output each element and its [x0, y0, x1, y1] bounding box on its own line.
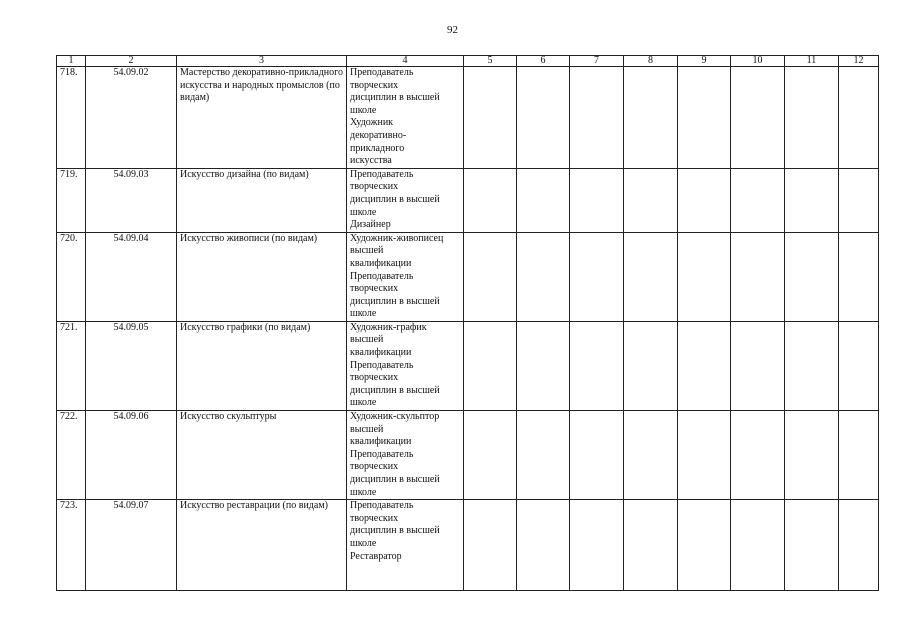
empty-cell-col-11	[785, 67, 839, 169]
specialty-name-cell: Искусство живописи (по видам)	[177, 232, 347, 321]
empty-cell-col-12	[839, 67, 879, 169]
table-row	[57, 232, 879, 321]
empty-cell-col-7	[570, 232, 624, 321]
empty-cell-col-11	[785, 500, 839, 591]
empty-cell-col-9	[678, 321, 731, 410]
qualification-line: школе	[350, 397, 377, 409]
qualification-line: творческих	[350, 512, 399, 524]
qualification-line: квалификации	[350, 257, 412, 269]
qualification-line: Художник-график	[350, 321, 427, 333]
empty-cell-col-9	[678, 500, 731, 591]
qualification-line: Преподаватель	[350, 359, 414, 371]
empty-cell-col-11	[785, 321, 839, 410]
empty-cell-col-6	[517, 411, 570, 500]
qualification-line: Преподаватель	[350, 270, 414, 282]
qualification-cell	[347, 168, 464, 232]
page-number: 92	[447, 24, 458, 36]
row-number-cell: 720.	[57, 232, 86, 321]
specialty-name-cell: Искусство дизайна (по видам)	[177, 168, 347, 232]
qualification-line: Преподаватель	[350, 500, 414, 512]
empty-cell-col-12	[839, 168, 879, 232]
qualification-line: школе	[350, 206, 377, 218]
empty-cell-col-9	[678, 411, 731, 500]
empty-cell-col-8	[624, 500, 678, 591]
table-row	[57, 321, 879, 410]
qualification-line: школе	[350, 486, 377, 498]
specialty-name-cell: Искусство реставрации (по видам)	[177, 500, 347, 591]
qualification-line: Художник-живописец	[350, 232, 444, 244]
empty-cell-col-11	[785, 232, 839, 321]
empty-cell-col-9	[678, 168, 731, 232]
specialty-code-cell: 54.09.05	[86, 321, 177, 410]
qualification-line: Преподаватель	[350, 168, 414, 180]
qualification-line: Преподаватель	[350, 448, 414, 460]
column-header: 11	[785, 56, 839, 67]
qualification-line: высшей	[350, 334, 384, 346]
empty-cell-col-5	[464, 321, 517, 410]
qualification-cell	[347, 232, 464, 321]
column-header: 4	[347, 56, 464, 67]
row-number-cell: 719.	[57, 168, 86, 232]
qualification-line: творческих	[350, 79, 399, 91]
empty-cell-col-12	[839, 321, 879, 410]
empty-cell-col-5	[464, 411, 517, 500]
qualification-line: Художник-скульптор	[350, 411, 440, 423]
empty-cell-col-10	[731, 168, 785, 232]
empty-cell-col-10	[731, 411, 785, 500]
empty-cell-col-6	[517, 168, 570, 232]
table-row	[57, 168, 879, 232]
specialty-code-cell: 54.09.07	[86, 500, 177, 591]
empty-cell-col-8	[624, 67, 678, 169]
qualification-line: прикладного	[350, 142, 405, 154]
qualification-line: дисциплин в высшей	[350, 474, 440, 485]
empty-cell-col-7	[570, 67, 624, 169]
empty-cell-col-10	[731, 321, 785, 410]
empty-cell-col-5	[464, 500, 517, 591]
empty-cell-col-5	[464, 168, 517, 232]
header-row	[57, 56, 879, 67]
empty-cell-col-11	[785, 168, 839, 232]
empty-cell-col-12	[839, 411, 879, 500]
column-header: 2	[86, 56, 177, 67]
empty-cell-col-6	[517, 67, 570, 169]
qualification-cell	[347, 411, 464, 500]
empty-cell-col-7	[570, 411, 624, 500]
table-row	[57, 411, 879, 500]
specialty-code-cell: 54.09.06	[86, 411, 177, 500]
empty-cell-col-7	[570, 168, 624, 232]
row-number-cell: 721.	[57, 321, 86, 410]
qualification-line: творческих	[350, 461, 399, 473]
qualification-line: дисциплин в высшей	[350, 193, 440, 205]
specialty-code-cell: 54.09.03	[86, 168, 177, 232]
table-row	[57, 500, 879, 591]
row-number-cell: 722.	[57, 411, 86, 500]
empty-cell-col-9	[678, 67, 731, 169]
row-number-cell: 723.	[57, 500, 86, 591]
empty-cell-col-6	[517, 500, 570, 591]
column-header: 3	[177, 56, 347, 67]
table-row	[57, 67, 879, 169]
qualification-line: дисциплин в высшей	[350, 384, 440, 396]
column-header: 5	[464, 56, 517, 67]
empty-cell-col-7	[570, 321, 624, 410]
qualification-cell	[347, 67, 464, 169]
qualification-line: творческих	[350, 283, 399, 295]
qualification-line: дисциплин в высшей	[350, 92, 440, 104]
empty-cell-col-8	[624, 411, 678, 500]
qualification-line: высшей	[350, 245, 384, 257]
empty-cell-col-10	[731, 232, 785, 321]
qualification-line: декоративно-	[350, 129, 407, 141]
empty-cell-col-11	[785, 411, 839, 500]
empty-cell-col-5	[464, 67, 517, 169]
qualification-cell	[347, 321, 464, 410]
empty-cell-col-12	[839, 232, 879, 321]
column-header: 6	[517, 56, 570, 67]
specialty-code-cell: 54.09.02	[86, 67, 177, 169]
empty-cell-col-5	[464, 232, 517, 321]
empty-cell-col-8	[624, 168, 678, 232]
empty-cell-col-10	[731, 500, 785, 591]
empty-cell-col-6	[517, 232, 570, 321]
column-header: 8	[624, 56, 678, 67]
specialty-name-cell: Мастерство декоративно-прикладного искусства и народных промыслов (по видам)	[177, 67, 347, 169]
qualification-line: Преподаватель	[350, 67, 414, 78]
qualification-line: Художник	[350, 117, 394, 129]
qualification-line: Дизайнер	[350, 219, 391, 231]
qualification-line: квалификации	[350, 436, 412, 448]
specialty-name-cell: Искусство графики (по видам)	[177, 321, 347, 410]
qualification-line: школе	[350, 537, 377, 549]
qualification-line: творческих	[350, 181, 399, 193]
qualification-line: школе	[350, 104, 377, 116]
specialty-name-cell: Искусство скульптуры	[177, 411, 347, 500]
column-header: 9	[678, 56, 731, 67]
column-header: 1	[57, 56, 86, 67]
empty-cell-col-12	[839, 500, 879, 591]
qualification-line: высшей	[350, 423, 384, 435]
empty-cell-col-8	[624, 232, 678, 321]
qualification-line: дисциплин в высшей	[350, 525, 440, 537]
specialty-code-cell: 54.09.04	[86, 232, 177, 321]
empty-cell-col-6	[517, 321, 570, 410]
empty-cell-col-9	[678, 232, 731, 321]
specialties-table	[56, 55, 879, 591]
qualification-line: школе	[350, 308, 377, 320]
column-header: 12	[839, 56, 879, 67]
empty-cell-col-7	[570, 500, 624, 591]
qualification-line: творческих	[350, 372, 399, 384]
qualification-line: искусства	[350, 155, 392, 167]
empty-cell-col-10	[731, 67, 785, 169]
column-header: 7	[570, 56, 624, 67]
qualification-cell	[347, 500, 464, 591]
qualification-line: дисциплин в высшей	[350, 295, 440, 307]
empty-cell-col-8	[624, 321, 678, 410]
column-header: 10	[731, 56, 785, 67]
qualification-line: Реставратор	[350, 550, 402, 562]
qualification-line: квалификации	[350, 347, 412, 359]
row-number-cell: 718.	[57, 67, 86, 169]
